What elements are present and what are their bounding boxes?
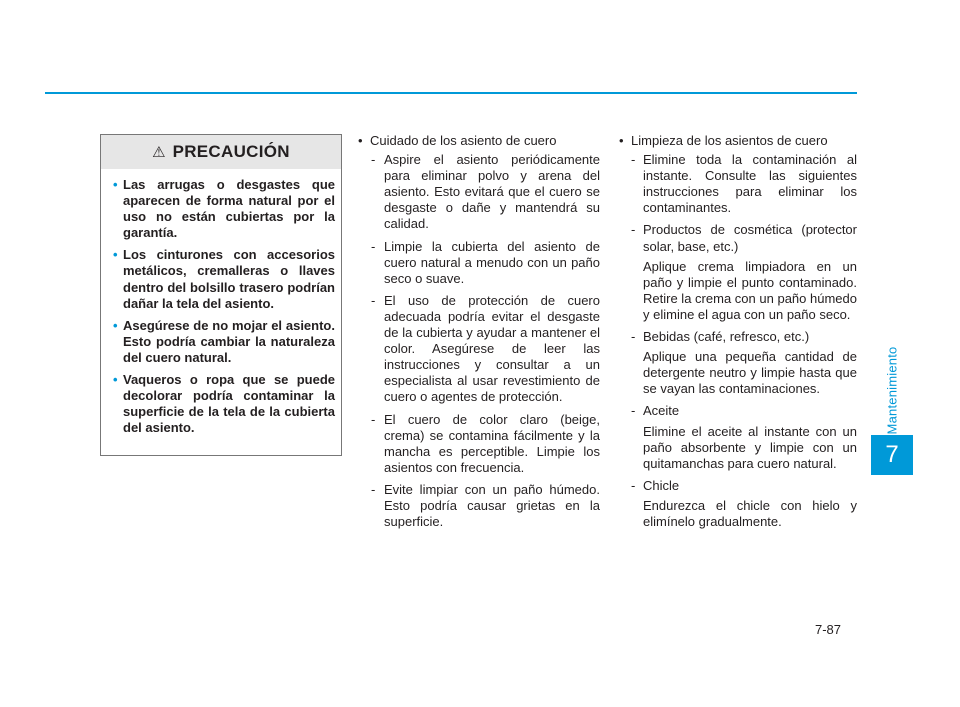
leather-care-item-text: El cuero de color claro (beige, crema) se contamina fácilmente y la mancha es perceptible. Limpie los asientos con frecuencia. xyxy=(384,411,600,475)
seat-cleaning-item: - Elimine toda la contaminación al instante. Consulte las siguientes instrucciones para eliminar los contaminantes. xyxy=(631,152,857,216)
leather-care-heading: • Cuidado de los asiento de cuero xyxy=(358,133,600,149)
seat-cleaning-item-label: Elimine toda la contaminación al instante. Consulte las siguientes instrucciones para eliminar los contaminantes. xyxy=(643,152,857,216)
leather-care-item: - El uso de protección de cuero adecuada podría evitar el desgaste de la cubierta y ayudar a mantener el color. Asegúrese de leer las instrucciones y consultar a un especialista al usar revestimiento de cuero o agentes de protección. xyxy=(371,292,600,405)
top-rule xyxy=(45,92,857,94)
seat-cleaning-item: - Aceite xyxy=(631,403,680,419)
leather-care-section xyxy=(358,133,600,536)
seat-cleaning-item-label: Bebidas (café, refresco, etc.) xyxy=(643,329,810,345)
page-number: 7-87 xyxy=(815,622,842,637)
seat-cleaning-item: - Chicle xyxy=(631,477,680,493)
leather-care-item: - El cuero de color claro (beige, crema) se contamina fácilmente y la mancha es perceptible. Limpie los asientos con frecuencia. xyxy=(371,411,600,475)
leather-care-item: - Aspire el asiento periódicamente para eliminar polvo y arena del asiento. Esto evitará que el cuero se desgaste o dañe y mantendrá su calidad. xyxy=(371,152,600,232)
seat-cleaning-item-detail: Aplique crema limpiadora en un paño y limpie el punto contaminado. Retire la crema con un paño húmedo y elimine el agua con un paño seco. xyxy=(643,258,857,322)
leather-care-item-text: Evite limpiar con un paño húmedo. Esto podría causar grietas en la superficie. xyxy=(384,481,600,530)
seat-cleaning-item-detail: Endurezca el chicle con hielo y elimínelo gradualmente. xyxy=(643,497,857,529)
seat-cleaning-item-label: Productos de cosmética (protector solar, base, etc.) xyxy=(643,222,857,254)
caution-header xyxy=(101,135,341,169)
leather-care-item-text: Aspire el asiento periódicamente para eliminar polvo y arena del asiento. Esto evitará que el cuero se desgaste o dañe y mantendrá su calidad. xyxy=(384,152,600,232)
leather-care-item-text: El uso de protección de cuero adecuada podría evitar el desgaste de la cubierta y ayudar a mantener el color. Asegúrese de leer las instrucciones y consultar a un especialista al usar revestimiento de cuero o agentes de protección. xyxy=(384,292,600,405)
seat-cleaning-item: - Productos de cosmética (protector solar, base, etc.) xyxy=(631,222,857,254)
chapter-side-label xyxy=(882,340,902,440)
caution-list xyxy=(113,177,335,442)
seat-cleaning-item-label: Aceite xyxy=(643,403,680,419)
seat-cleaning-item-label: Chicle xyxy=(643,477,680,493)
caution-box xyxy=(100,134,342,456)
leather-care-item: - Limpie la cubierta del asiento de cuero natural a menudo con un paño seco o suave. xyxy=(371,238,600,286)
warning-triangle-icon: ⚠ xyxy=(152,144,166,161)
chapter-number-tab: 7 xyxy=(871,435,913,475)
caution-item: • Las arrugas o desgastes que aparecen de forma natural por el uso no están cubiertas por la garantía. xyxy=(113,177,335,241)
leather-care-item: - Evite limpiar con un paño húmedo. Esto podría causar grietas en la superficie. xyxy=(371,481,600,530)
caution-item: • Asegúrese de no mojar el asiento. Esto podría cambiar la naturaleza del cuero natural. xyxy=(113,318,335,366)
leather-care-item-text: Limpie la cubierta del asiento de cuero natural a menudo con un paño seco o suave. xyxy=(384,238,600,286)
seat-cleaning-section xyxy=(619,133,857,536)
seat-cleaning-item-detail: Aplique una pequeña cantidad de detergente neutro y limpie hasta que se vayan las contaminaciones. xyxy=(643,349,857,397)
caution-item: • Los cinturones con accesorios metálicos, cremalleras o llaves dentro del bolsillo trasero podrían dañar la tela del asiento. xyxy=(113,247,335,311)
seat-cleaning-item: - Bebidas (café, refresco, etc.) xyxy=(631,329,810,345)
seat-cleaning-heading: • Limpieza de los asientos de cuero xyxy=(619,133,857,149)
chapter-side-label-text: Mantenimiento xyxy=(884,346,900,434)
seat-cleaning-item-detail: Elimine el aceite al instante con un paño absorbente y limpie con un quitamanchas para cuero natural. xyxy=(643,423,857,471)
caution-title: PRECAUCIÓN xyxy=(172,142,290,161)
caution-item: • Vaqueros o ropa que se puede decolorar podría contaminar la superficie de la tela de la cubierta del asiento. xyxy=(113,372,335,436)
